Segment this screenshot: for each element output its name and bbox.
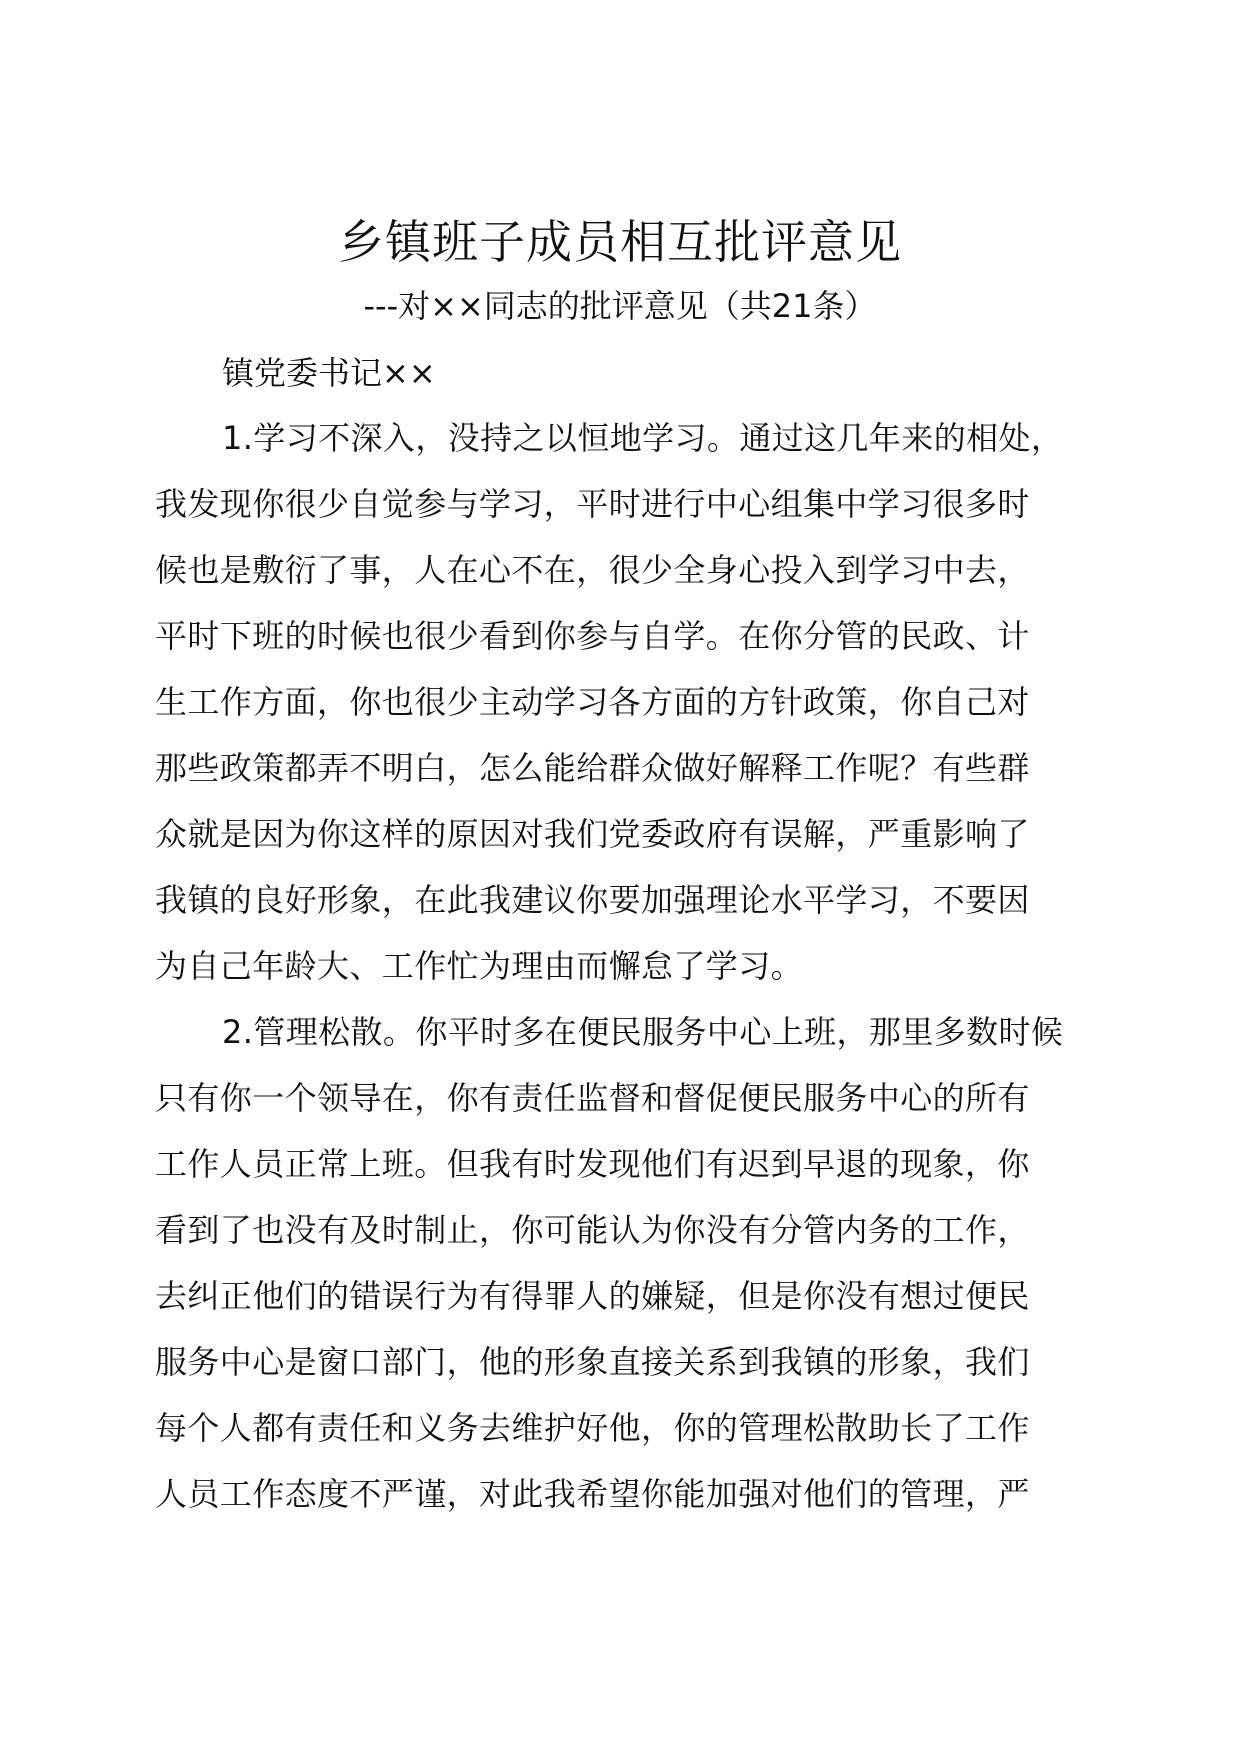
body-line: 为自己年龄大、工作忙为理由而懈怠了学习。 xyxy=(155,947,804,985)
body-line: 候也是敷衍了事，人在心不在，很少全身心投入到学习中去， xyxy=(155,551,1030,589)
body-line: 平时下班的时候也很少看到你参与自学。在你分管的民政、计 xyxy=(155,617,1030,655)
body-line: 我发现你很少自觉参与学习，平时进行中心组集中学习很多时 xyxy=(155,485,1030,523)
body-line: 众就是因为你这样的原因对我们党委政府有误解，严重影响了 xyxy=(155,815,1030,853)
body-line: 生工作方面，你也很少主动学习各方面的方针政策，你自己对 xyxy=(155,683,1030,721)
body-line: 看到了也没有及时制止，你可能认为你没有分管内务的工作， xyxy=(155,1211,1030,1249)
body-line: 1.学习不深入，没持之以恒地学习。通过这几年来的相处， xyxy=(222,419,1064,457)
body-line: 每个人都有责任和义务去维护好他，你的管理松散助长了工作 xyxy=(155,1409,1030,1447)
body-line: 只有你一个领导在，你有责任监督和督促便民服务中心的所有 xyxy=(155,1079,1030,1117)
document-title: 乡镇班子成员相互批评意见 xyxy=(338,215,902,269)
body-line: 2.管理松散。你平时多在便民服务中心上班，那里多数时候 xyxy=(222,1013,1064,1051)
document-subtitle: ---对××同志的批评意见（共21条） xyxy=(363,287,877,325)
document-author: 镇党委书记×× xyxy=(222,354,436,392)
body-line: 人员工作态度不严谨，对此我希望你能加强对他们的管理，严 xyxy=(155,1475,1030,1513)
body-line: 服务中心是窗口部门，他的形象直接关系到我镇的形象，我们 xyxy=(155,1343,1030,1381)
body-line: 工作人员正常上班。但我有时发现他们有迟到早退的现象，你 xyxy=(155,1145,1030,1183)
body-line: 那些政策都弄不明白，怎么能给群众做好解释工作呢？有些群 xyxy=(155,749,1030,787)
body-line: 我镇的良好形象，在此我建议你要加强理论水平学习，不要因 xyxy=(155,881,1030,919)
body-line: 去纠正他们的错误行为有得罪人的嫌疑，但是你没有想过便民 xyxy=(155,1277,1030,1315)
